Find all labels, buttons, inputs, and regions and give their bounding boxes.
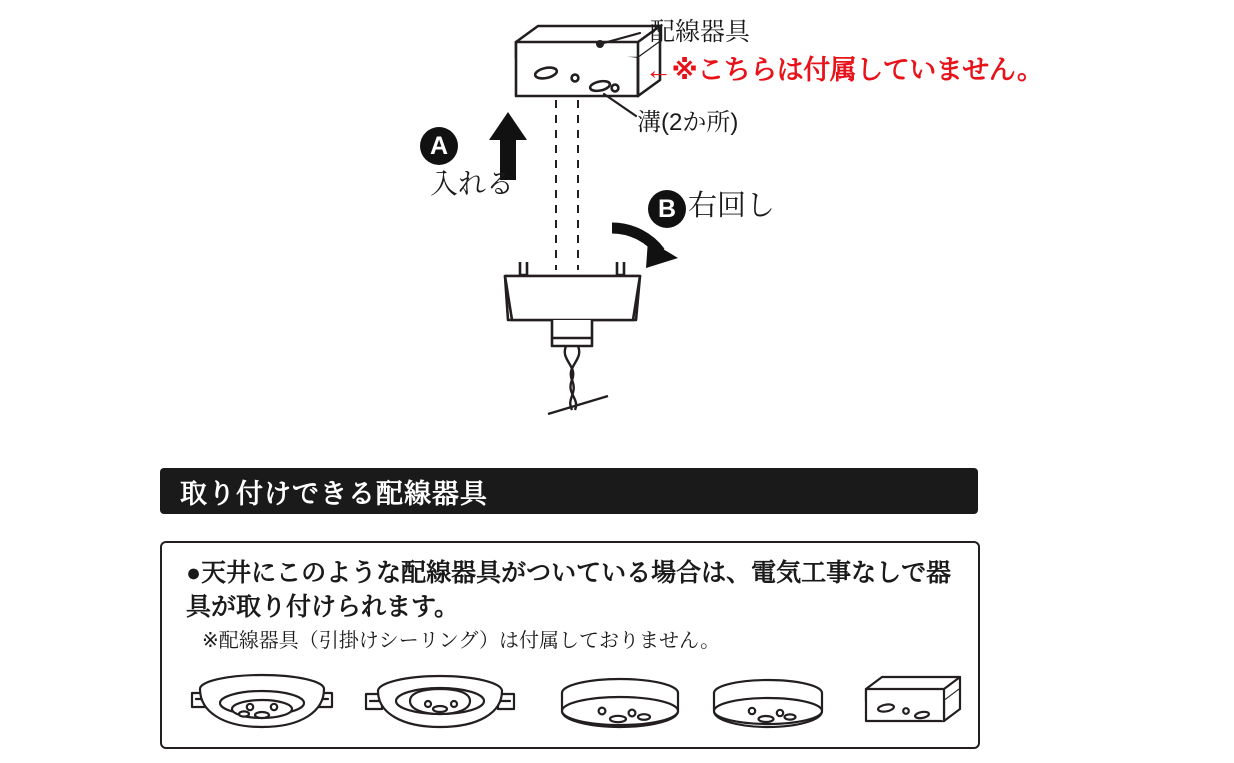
lamp-adapter-shape <box>505 262 640 346</box>
step-a-badge: A <box>420 127 458 165</box>
step-b-badge: B <box>648 190 686 228</box>
fixture-round-wide <box>366 676 514 727</box>
label-groove: 溝(2か所) <box>637 109 739 136</box>
fixture-cylinder-a <box>562 679 678 727</box>
fixture-rectangular <box>866 677 960 721</box>
label-wiring-device: 配線器具 <box>650 18 751 46</box>
info-primary-text: ●天井にこのような配線器具がついている場合は、電気工事なしで器具が取り付けられます。 <box>186 559 952 621</box>
compatible-fixture-illustrations <box>170 659 970 743</box>
ceiling-rosette-shape <box>516 26 660 96</box>
leader-dot-device <box>596 40 604 48</box>
section-heading-bar <box>160 468 978 514</box>
compatible-devices-box <box>160 541 980 749</box>
step-b-label: 右回し <box>688 190 776 222</box>
info-secondary-note: ※配線器具（引掛けシーリング）は付属しておりません。 <box>202 630 721 652</box>
step-a-label: 入れる <box>430 168 515 199</box>
section-heading-text: 取り付けできる配線器具 <box>180 478 488 509</box>
label-not-included-note: ←※こちらは付属していません。 <box>645 55 1044 85</box>
alignment-dashed-lines <box>556 100 578 270</box>
power-cord <box>548 346 608 414</box>
fixture-cylinder-b <box>714 680 822 727</box>
fixture-round-bracket <box>192 675 332 727</box>
